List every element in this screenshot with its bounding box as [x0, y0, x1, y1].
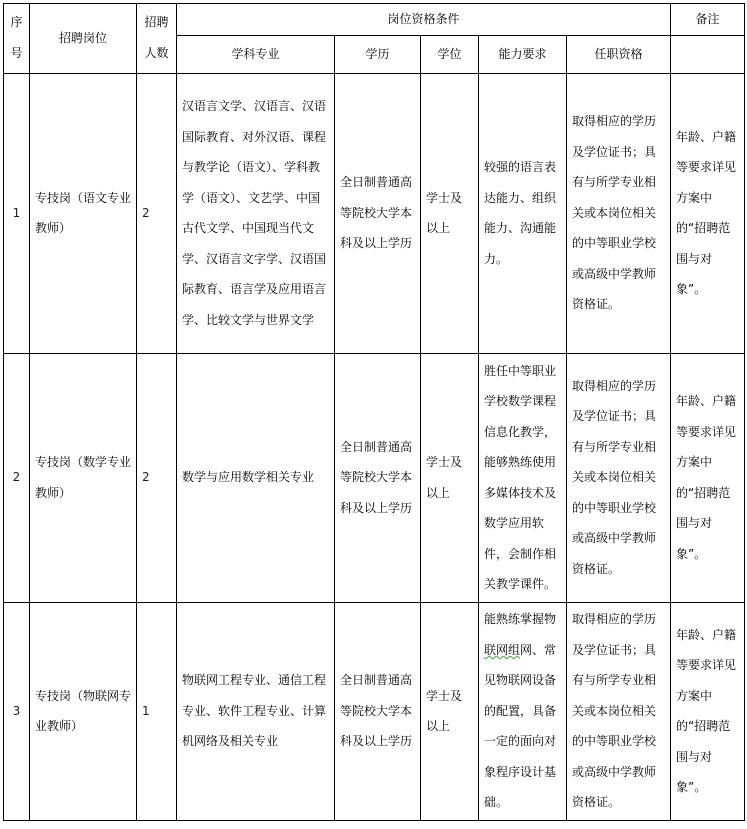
cell-major: 物联网工程专业、通信工程专业、软件工程专业、计算机网络及相关专业 — [177, 602, 335, 820]
cell-ability: 胜任中等职业学校数学课程信息化教学，能够熟练使用多媒体技术及数学应用软件，会制作相关教学课件。 — [479, 353, 567, 602]
table-row — [4, 602, 745, 820]
ability-text-prefix: 能熟练掌握物 — [484, 612, 557, 627]
header-count-line2: 人数 — [144, 46, 169, 61]
cell-position: 专技岗（语文专业教师） — [30, 73, 137, 353]
cell-remarks: 年龄、户籍等要求详见方案中的“招聘范围与对象”。 — [671, 353, 745, 602]
cell-seq: 2 — [4, 353, 30, 602]
table-row — [4, 353, 745, 602]
header-seq-line1: 序 — [10, 15, 23, 30]
cell-seq: 3 — [4, 602, 30, 820]
header-education: 学历 — [335, 35, 421, 73]
header-count — [137, 4, 177, 74]
header-count-line1: 招聘 — [144, 15, 169, 30]
header-ability: 能力要求 — [479, 35, 567, 73]
header-qualifications-group: 岗位资格条件 — [177, 4, 671, 36]
header-remarks-empty — [671, 35, 745, 73]
cell-remarks: 年龄、户籍等要求详见方案中的“招聘范围与对象”。 — [671, 602, 745, 820]
header-row-top — [4, 4, 745, 36]
header-seq — [4, 4, 30, 74]
recruitment-table — [3, 3, 745, 821]
cell-count: 2 — [137, 353, 177, 602]
cell-education: 全日制普通高等院校大学本科及以上学历 — [335, 602, 421, 820]
table-row — [4, 73, 745, 353]
cell-ability: 较强的语言表达能力、组织能力、沟通能力。 — [479, 73, 567, 353]
cell-position: 专技岗（物联网专业教师） — [30, 602, 137, 820]
cell-major: 数学与应用数学相关专业 — [177, 353, 335, 602]
cell-count: 1 — [137, 602, 177, 820]
spellcheck-marked-text: 联网组 — [484, 642, 521, 657]
cell-degree: 学士及以上 — [421, 353, 479, 602]
cell-ability — [479, 602, 567, 820]
cell-major: 汉语言文学、汉语言、汉语国际教育、对外汉语、课程与教学论（语文）、学科教学（语文）、文艺学、中国古代文学、中国现当代文学、汉语言文字学、汉语国际教育、语言学及应用语言学、比较文学与世界文学 — [177, 73, 335, 353]
cell-certification: 取得相应的学历及学位证书；具有与所学专业相关或本岗位相关的中等职业学校或高级中学教师资格证。 — [567, 353, 671, 602]
cell-certification: 取得相应的学历及学位证书；具有与所学专业相关或本岗位相关的中等职业学校或高级中学教师资格证。 — [567, 602, 671, 820]
header-certification: 任职资格 — [567, 35, 671, 73]
cell-education: 全日制普通高等院校大学本科及以上学历 — [335, 353, 421, 602]
header-degree: 学位 — [421, 35, 479, 73]
header-major: 学科专业 — [177, 35, 335, 73]
cell-certification: 取得相应的学历及学位证书；具有与所学专业相关或本岗位相关的中等职业学校或高级中学教师资格证。 — [567, 73, 671, 353]
header-position: 招聘岗位 — [30, 4, 137, 74]
header-remarks: 备注 — [671, 4, 745, 36]
cell-degree: 学士及以上 — [421, 73, 479, 353]
header-seq-line2: 号 — [10, 46, 23, 61]
ability-text-suffix: 网、常见物联网设备的配置，具备一定的面向对象程序设计基础。 — [484, 642, 557, 810]
cell-remarks: 年龄、户籍等要求详见方案中的“招聘范围与对象”。 — [671, 73, 745, 353]
cell-degree: 学士及以上 — [421, 602, 479, 820]
cell-education: 全日制普通高等院校大学本科及以上学历 — [335, 73, 421, 353]
cell-seq: 1 — [4, 73, 30, 353]
cell-position: 专技岗（数学专业教师） — [30, 353, 137, 602]
cell-count: 2 — [137, 73, 177, 353]
